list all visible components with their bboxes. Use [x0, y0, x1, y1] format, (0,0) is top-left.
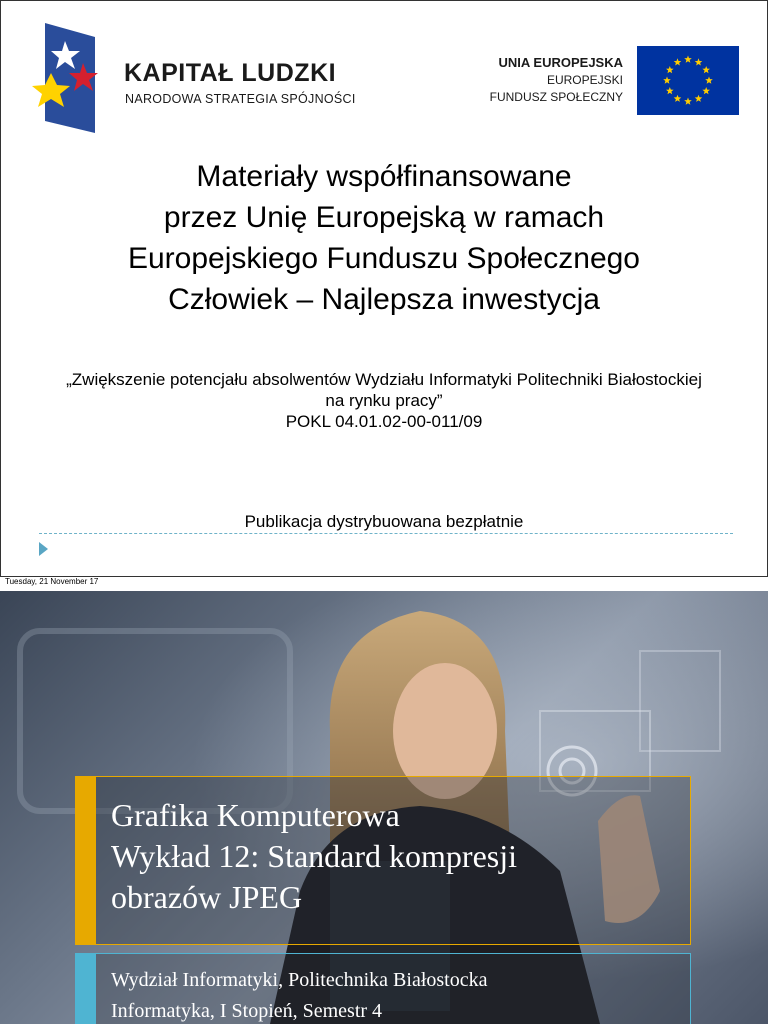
subtitle-line-1: Wydział Informatyki, Politechnika Białostocka — [111, 969, 488, 991]
dashed-divider — [39, 533, 733, 534]
lecture-title-line-1: Grafika Komputerowa — [111, 797, 400, 833]
lecture-title — [111, 795, 681, 918]
project-code: POKL 04.01.02-00-011/09 — [285, 412, 483, 431]
eu-logo-text — [490, 54, 623, 106]
lecture-title-line-3: obrazów JPEG — [111, 879, 303, 915]
title-accent-bar — [76, 777, 96, 944]
kapital-ludzki-logo-icon — [31, 21, 103, 133]
cofinancing-title — [1, 156, 767, 320]
kapital-ludzki-name: KAPITAŁ LUDZKI — [124, 59, 337, 87]
subtitle-accent-bar — [76, 954, 96, 1024]
eu-line-2: FUNDUSZ SPOŁECZNY — [489, 90, 623, 104]
title-line-2: przez Unię Europejską w ramach — [163, 201, 605, 234]
lecture-subtitle-box — [75, 953, 691, 1024]
publication-note: Publikacja dystrybuowana bezpłatnie — [244, 512, 524, 531]
title-line-4: Człowiek – Najlepsza inwestycja — [168, 283, 600, 316]
project-line-2: na rynku pracy” — [325, 391, 443, 410]
project-info — [1, 369, 767, 432]
eu-title: UNIA EUROPEJSKA — [498, 55, 623, 70]
slide-2 — [0, 591, 768, 1024]
kapital-ludzki-subtitle: NARODOWA STRATEGIA SPÓJNOŚCI — [125, 92, 356, 106]
lecture-subtitle — [111, 965, 681, 1024]
lecture-title-line-2: Wykład 12: Standard kompresji — [111, 838, 517, 874]
eu-flag-icon — [637, 46, 739, 115]
triangle-arrow-icon — [39, 542, 48, 556]
lecture-title-box — [75, 776, 691, 945]
project-line-1: „Zwiększenie potencjału absolwentów Wydziału Informatyki Politechniki Białostockiej — [66, 370, 702, 389]
date-label: Tuesday, 21 November 17 — [5, 577, 99, 586]
eu-line-1: EUROPEJSKI — [546, 73, 623, 87]
title-line-1: Materiały współfinansowane — [196, 160, 572, 193]
subtitle-line-2: Informatyka, I Stopień, Semestr 4 — [111, 1000, 383, 1022]
title-line-3: Europejskiego Funduszu Społecznego — [127, 242, 640, 275]
